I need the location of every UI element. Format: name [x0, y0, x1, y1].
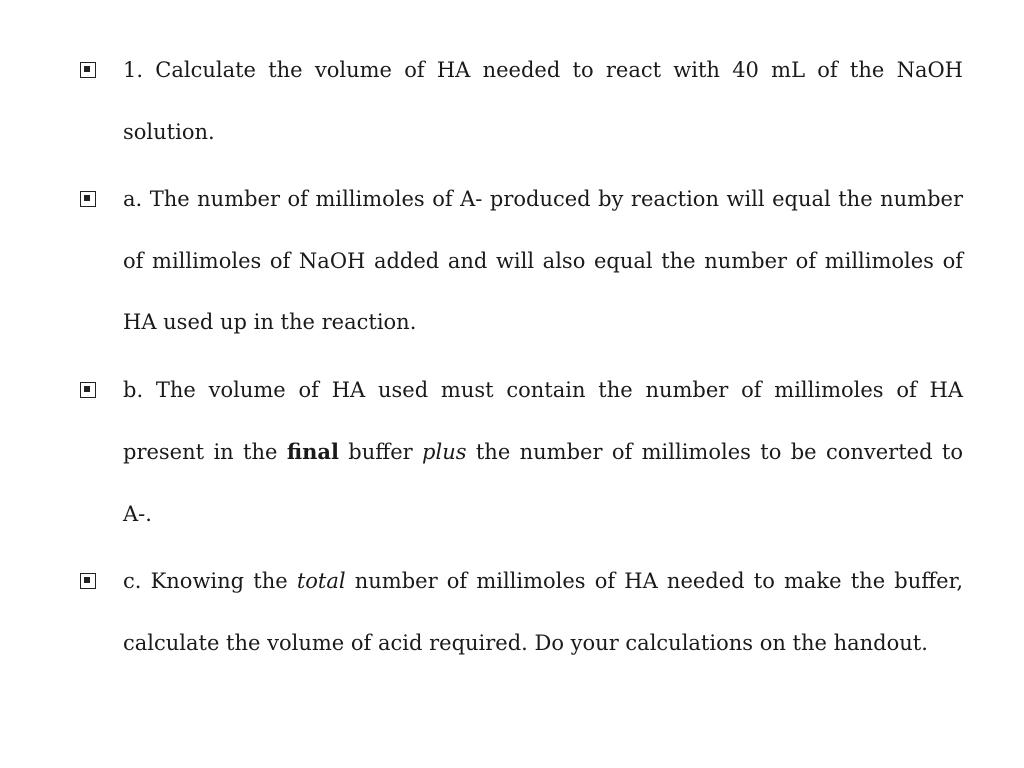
italic-emphasis: plus — [422, 440, 467, 464]
bullet-list — [80, 40, 963, 680]
bullet-item-c — [80, 551, 963, 674]
square-bullet-icon — [80, 62, 96, 78]
bullet-item-step-1 — [80, 40, 963, 163]
bullet-text-middle: buffer — [338, 440, 423, 464]
bullet-item-b — [80, 360, 963, 546]
bullet-text-before: c. Knowing the — [123, 569, 297, 593]
bullet-text-after: the number of millimoles to be converted to A-. — [123, 440, 963, 526]
bullet-text-after: number of millimoles of HA needed to make the buffer, calculate the volume of acid required. Do your calculations on the handout. — [123, 569, 964, 655]
bold-emphasis: final — [286, 439, 339, 464]
square-bullet-icon — [80, 573, 96, 589]
bullet-text: a. The number of millimoles of A- produced by reaction will equal the number of millimoles of NaOH added and will also equal the number of millimoles of HA used up in the reaction. — [123, 187, 963, 334]
italic-emphasis: total — [296, 569, 346, 593]
square-bullet-icon — [80, 191, 96, 207]
square-bullet-icon — [80, 382, 96, 398]
bullet-text-before: b. The volume of HA used must contain the number of millimoles of HA present in the — [123, 377, 963, 464]
bullet-text: 1. Calculate the volume of HA needed to react with 40 mL of the NaOH solution. — [123, 58, 963, 144]
bullet-item-a — [80, 169, 963, 354]
